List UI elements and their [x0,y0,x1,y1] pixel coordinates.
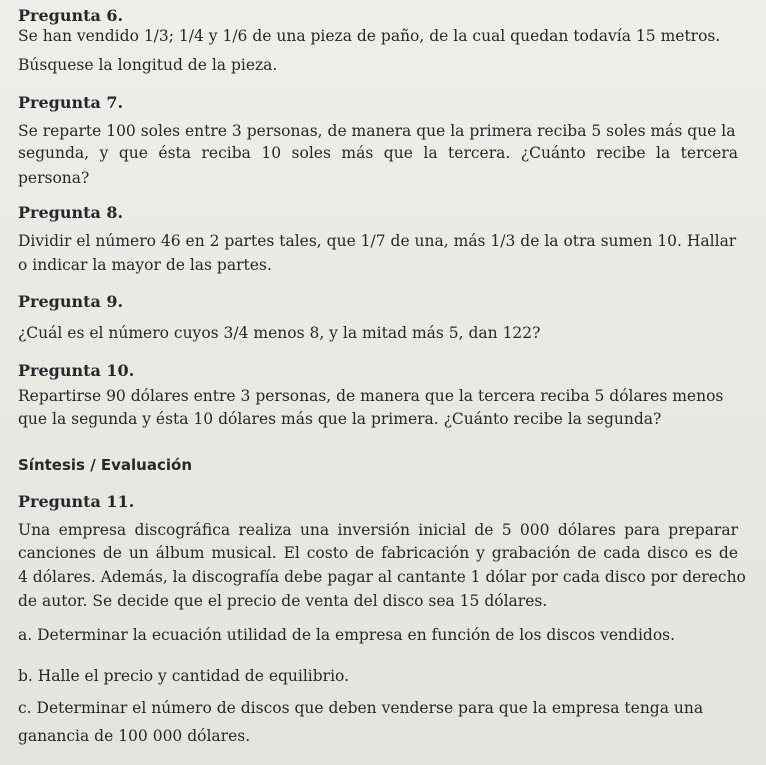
question-11-title: Pregunta 11. [18,492,135,511]
question-11-paragraph-line-4: de autor. Se decide que el precio de venta del disco sea 15 dólares. [18,592,548,610]
question-11-paragraph-line-3: 4 dólares. Además, la discografía debe pagar al cantante 1 dólar por cada disco por derecho [18,568,746,586]
section-heading: Síntesis / Evaluación [18,456,192,474]
question-7-text-line-1: Se reparte 100 soles entre 3 personas, de manera que la primera reciba 5 soles más que la [18,122,736,140]
question-11-item-c-line-1: c. Determinar el número de discos que deben venderse para que la empresa tenga una [18,699,704,717]
question-7-text-line-2: segunda, y que ésta reciba 10 soles más que la tercera. ¿Cuánto recibe la tercera [18,144,738,162]
question-10-text-line-1: Repartirse 90 dólares entre 3 personas, de manera que la tercera reciba 5 dólares menos [18,387,724,405]
question-8-text-line-2: o indicar la mayor de las partes. [18,256,272,274]
question-11-item-c-line-2: ganancia de 100 000 dólares. [18,727,251,745]
question-6-title: Pregunta 6. [18,6,124,25]
question-10-title: Pregunta 10. [18,361,135,380]
question-11-item-b: b. Halle el precio y cantidad de equilibrio. [18,667,350,685]
question-7-title: Pregunta 7. [18,93,124,112]
question-8-text-line-1: Dividir el número 46 en 2 partes tales, que 1/7 de una, más 1/3 de la otra sumen 10. Hallar [18,232,737,250]
question-9-text-line-1: ¿Cuál es el número cuyos 3/4 menos 8, y la mitad más 5, dan 122? [18,324,541,342]
question-11-item-a: a. Determinar la ecuación utilidad de la empresa en función de los discos vendidos. [18,626,676,644]
question-7-text-line-3: persona? [18,169,90,187]
question-8-title: Pregunta 8. [18,203,124,222]
question-9-title: Pregunta 9. [18,292,124,311]
question-11-paragraph-line-2: canciones de un álbum musical. El costo de fabricación y grabación de cada disco es de [18,544,738,562]
question-6-text-line-1: Se han vendido 1/3; 1/4 y 1/6 de una pieza de paño, de la cual quedan todavía 15 metros. [18,27,721,45]
question-6-text-line-2: Búsquese la longitud de la pieza. [18,56,278,74]
question-11-paragraph-line-1: Una empresa discográfica realiza una inversión inicial de 5 000 dólares para preparar [18,521,738,539]
question-10-text-line-2: que la segunda y ésta 10 dólares más que la primera. ¿Cuánto recibe la segunda? [18,410,662,428]
